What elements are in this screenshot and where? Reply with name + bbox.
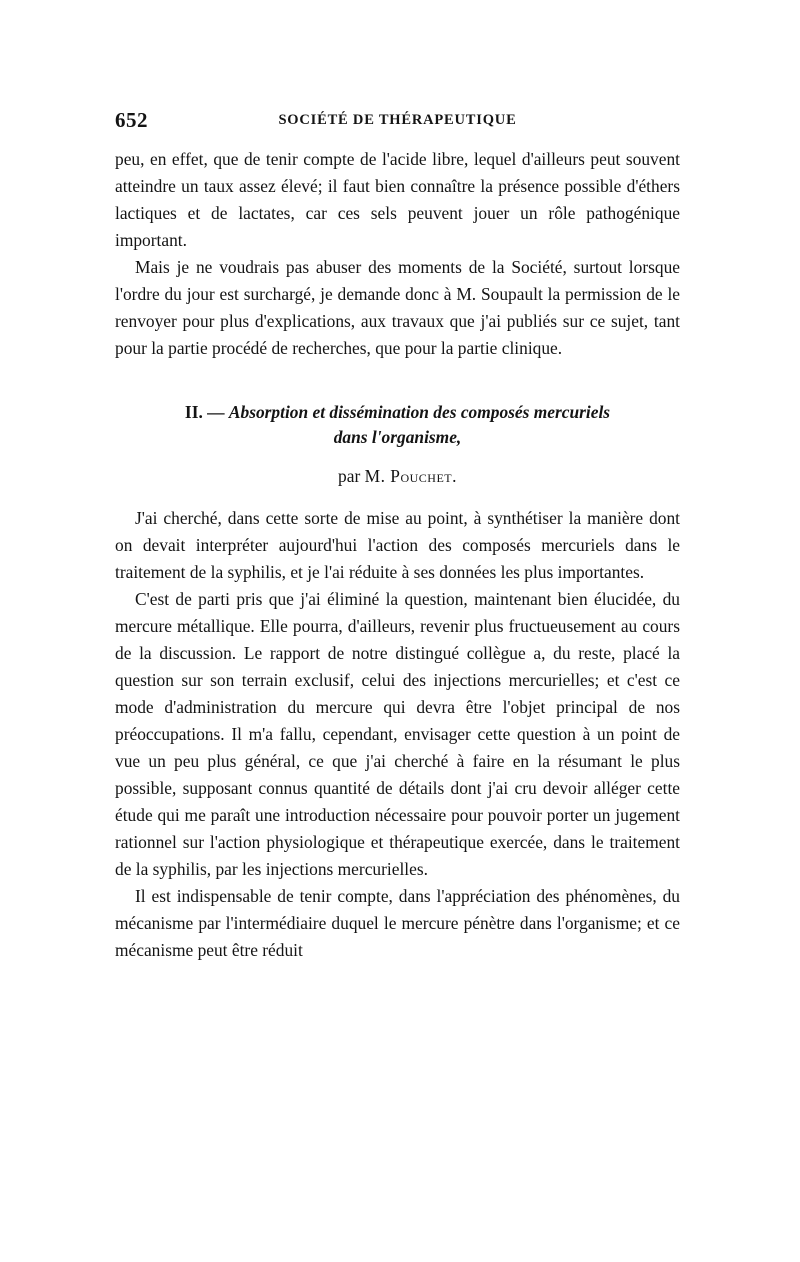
running-head-title: SOCIÉTÉ DE THÉRAPEUTIQUE	[278, 112, 517, 128]
byline-prefix: par	[338, 466, 361, 486]
running-head	[115, 108, 680, 138]
section-heading	[115, 400, 680, 450]
byline	[115, 464, 680, 489]
body-paragraph: Mais je ne voudrais pas abuser des moments de la Société, surtout lorsque l'ordre du jour est surchargé, je demande donc à M. Soupault la permission de le renvoyer pour plus d'explications, aux travaux que j'ai publiés sur ce sujet, tant pour la partie procédé de recherches, que pour la partie clinique.	[115, 257, 680, 358]
article-paragraph: C'est de parti pris que j'ai éliminé la question, maintenant bien élucidée, du mercure métallique. Elle pourra, d'ailleurs, revenir plus fructueusement au cours de la discussion. Le rapport de notre distingué collègue a, du reste, placé la question sur son terrain exclusif, celui des injections mercurielles; et c'est ce mode d'administration du mercure qui devra être l'objet principal de nos préoccupations. Il m'a fallu, cependant, envisager cette question à un point de vue un peu plus général, ce que j'ai cherché à faire en la résumant le plus possible, supposant connus quantité de détails dont j'ai cru devoir alléger cette étude qui me paraît une introduction nécessaire pour pouvoir porter un jugement rationnel sur l'action physiologique et thérapeutique exercée, dans le traitement de la syphilis, par les injections mercurielles.	[115, 589, 680, 879]
section-number: II. —	[184, 402, 225, 422]
section-title-line-1: Absorption et dissémination des composés mercuriels	[228, 402, 611, 422]
book-page	[115, 108, 680, 964]
article-paragraph: J'ai cherché, dans cette sorte de mise au point, à synthétiser la manière dont on devait interpréter aujourd'hui l'action des composés mercuriels dans le traitement de la syphilis, et je l'ai réduite à ses données les plus importantes.	[115, 508, 680, 582]
byline-author: M. Pouchet.	[364, 466, 457, 486]
page-number: 652	[115, 108, 148, 132]
article-paragraph: Il est indispensable de tenir compte, dans l'appréciation des phénomènes, du mécanisme par l'intermédiaire duquel le mercure pénètre dans l'organisme; et ce mécanisme peut être réduit	[115, 886, 680, 960]
continued-paragraph: peu, en effet, que de tenir compte de l'acide libre, lequel d'ailleurs peut souvent atteindre un taux assez élevé; il faut bien connaître la présence possible d'éthers lactiques et de lactates, car ces sels peuvent jouer un rôle pathogénique important.	[115, 149, 680, 250]
section-title-line-2: dans l'organisme,	[333, 427, 462, 447]
